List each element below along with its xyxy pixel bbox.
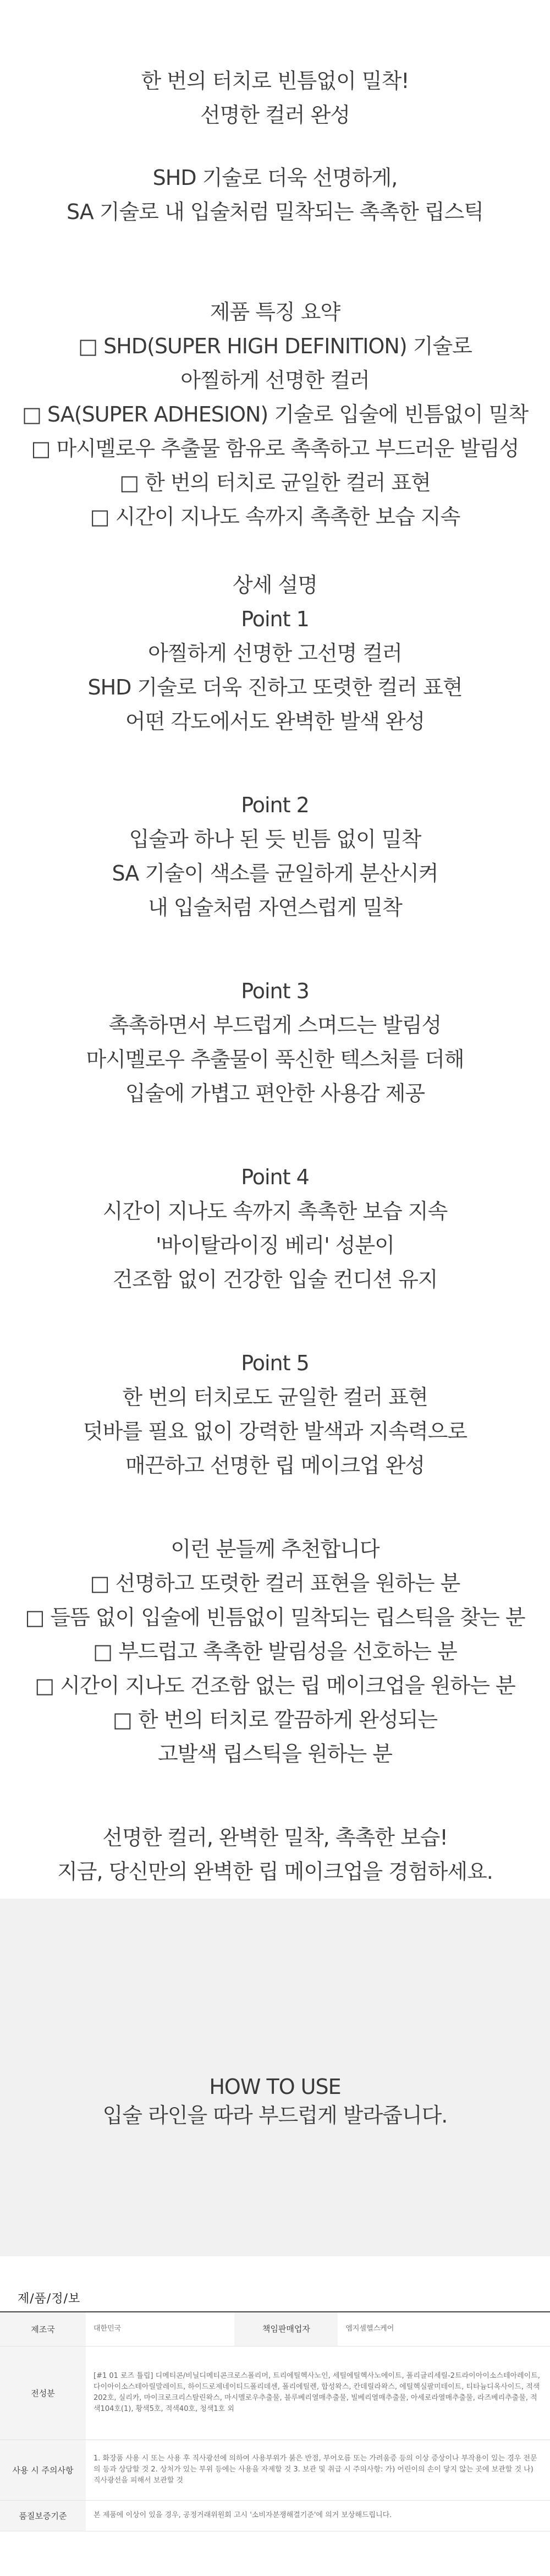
point-4 [0, 1160, 550, 1297]
point-line: 한 번의 터치로도 균일한 컬러 표현 [122, 1385, 428, 1409]
features-heading: 제품 특징 요약 [210, 300, 340, 324]
point-line: 덧바를 필요 없이 강력한 발색과 지속력으로 [82, 1419, 468, 1443]
recommend-item: 고발색 립스틱을 원하는 분 [157, 1742, 393, 1766]
point-line: 아찔하게 선명한 고선명 컬러 [148, 641, 402, 665]
point-line: 내 입술처럼 자연스럽게 밀착 [148, 895, 402, 920]
point-title: Point 2 [241, 793, 309, 817]
tech-line: SHD 기술로 더욱 선명하게, [152, 166, 398, 190]
how-to-use-description: 입술 라인을 따라 부드럽게 발라줍니다. [102, 2103, 448, 2127]
responsible-value: 엠지셀헬스케어 [338, 2312, 550, 2346]
point-title: Point 4 [241, 1165, 309, 1189]
point-line: 매끈하고 선명한 립 메이크업 완성 [125, 1453, 425, 1478]
closing-line: 지금, 당신만의 완벽한 립 메이크업을 경험하세요. [57, 1859, 493, 1884]
warranty-label: 품질보증기준 [0, 2500, 86, 2531]
point-line: 건조함 없이 건강한 입술 컨디션 유지 [112, 1267, 438, 1292]
ingredients-label: 전성분 [0, 2346, 86, 2440]
point-5 [0, 1346, 550, 1483]
recommend-item: □ 한 번의 터치로 깔끔하게 완성되는 [112, 1708, 438, 1732]
origin-label: 제조국 [0, 2312, 86, 2346]
feature-item: □ SHD(SUPER HIGH DEFINITION) 기술로 [78, 334, 472, 358]
point-line: SHD 기술로 더욱 진하고 또렷한 컬러 표현 [87, 675, 463, 699]
point-line: SA 기술이 색소를 균일하게 분산시켜 [112, 861, 438, 885]
point-title: Point 1 [241, 607, 309, 631]
table-row [0, 2312, 550, 2346]
detail-heading: 상세 설명 [233, 573, 317, 597]
point-title: Point 5 [241, 1351, 309, 1375]
feature-item: □ SA(SUPER ADHESION) 기술로 입술에 빈틈없이 밀착 [21, 402, 529, 426]
point-line: '바이탈라이징 베리' 성분이 [156, 1233, 394, 1257]
origin-value: 대한민국 [86, 2312, 234, 2346]
features-block [0, 295, 550, 534]
responsible-label: 책임판매업자 [234, 2312, 338, 2346]
point-line: 시간이 지나도 속까지 촉촉한 보습 지속 [102, 1199, 448, 1223]
product-info-table [0, 2311, 550, 2531]
product-info-title: 제/품/정/보 [18, 2292, 81, 2306]
intro-line: 한 번의 터치로 빈틈없이 밀착! [141, 69, 409, 93]
point-line: 입술에 가볍고 편안한 사용감 제공 [125, 1081, 425, 1106]
point-2 [0, 788, 550, 925]
recommend-item: □ 시간이 지나도 건조함 없는 립 메이크업을 원하는 분 [35, 1673, 515, 1698]
point-line: 어떤 각도에서도 완벽한 발색 완성 [125, 709, 425, 734]
recommend-item: □ 선명하고 또렷한 컬러 표현을 원하는 분 [90, 1571, 460, 1595]
point-line: 마시멜로우 추출물이 푹신한 텍스처를 더해 [86, 1047, 464, 1071]
recommend-block [0, 1532, 550, 1771]
warranty-value: 본 제품에 이상이 있을 경우, 공정거래위원회 고시 '소비자분쟁해결기준'에 의거 보상해드립니다. [86, 2500, 550, 2531]
tech-line: SA 기술로 내 입술처럼 밀착되는 촉촉한 립스틱 [66, 200, 484, 224]
ingredients-value: [#1 01 로즈 튤립] 디메티콘/비닐디메티콘크로스폴리머, 트리에틸헥사노인, 세틸에틸헥사노에이트, 폴리글리세릴-2트라이아이소스테아레이트, 다이아이소스테아릴말레이트, 하이드로제네이티드폴리데센, 폴리에틸렌, 합성왁스, 칸데릴라왁스, 에틸헥실팔미테이트, 티타늄디옥사이드, 적색202호, 실리카, 마이크로크리스탈린왁스, 마시멜로우추출물, 블루베리열매추출물, 빌베리열매추출물, 아세로라열매추출물, 라즈베리추출물, 적색104호(1), 황색5호, 적색40호, 청색1호 외 [86, 2346, 550, 2440]
closing-block [0, 1820, 550, 1889]
point-1 [0, 602, 550, 739]
tech-block [0, 161, 550, 229]
recommend-item: □ 들뜸 없이 입술에 빈틈없이 밀착되는 립스틱을 찾는 분 [25, 1605, 525, 1629]
caution-label: 사용 시 주의사항 [0, 2440, 86, 2500]
table-row [0, 2346, 550, 2440]
caution-value: 1. 화장품 사용 시 또는 사용 후 직사광선에 의하여 사용부위가 붉은 반점, 부어오름 또는 가려움증 등의 이상 증상이나 부작용이 있는 경우 전문의 등과 상담할 것 2. 상처가 있는 부위 등에는 사용을 자제할 것 3. 보관 및 취급 시 주의사항: 가) 어린이의 손이 닿지 않는 곳에 보관할 것 나) 직사광선을 피해서 보관할 것 [86, 2440, 550, 2500]
point-3 [0, 974, 550, 1111]
table-row [0, 2440, 550, 2500]
detail-heading-block [0, 568, 550, 602]
feature-item: □ 시간이 지나도 속까지 촉촉한 보습 지속 [90, 505, 460, 529]
point-line: 촉촉하면서 부드럽게 스며드는 발림성 [108, 1013, 442, 1037]
intro-block [0, 64, 550, 132]
feature-item: □ 마시멜로우 추출물 함유로 촉촉하고 부드러운 발림성 [31, 436, 519, 461]
how-to-use-title: HOW TO USE [209, 2075, 341, 2099]
feature-item: □ 한 번의 터치로 균일한 컬러 표현 [119, 471, 431, 495]
point-title: Point 3 [241, 979, 309, 1003]
closing-line: 선명한 컬러, 완벽한 밀착, 촉촉한 보습! [102, 1825, 448, 1850]
feature-item: 아찔하게 선명한 컬러 [180, 368, 370, 392]
intro-line: 선명한 컬러 완성 [200, 103, 350, 127]
how-to-use-section [0, 1899, 550, 2256]
point-line: 입술과 하나 된 듯 빈틈 없이 밀착 [129, 827, 421, 851]
table-row [0, 2500, 550, 2531]
recommend-heading: 이런 분들께 추천합니다 [170, 1537, 380, 1561]
recommend-item: □ 부드럽고 촉촉한 발림성을 선호하는 분 [93, 1639, 457, 1664]
